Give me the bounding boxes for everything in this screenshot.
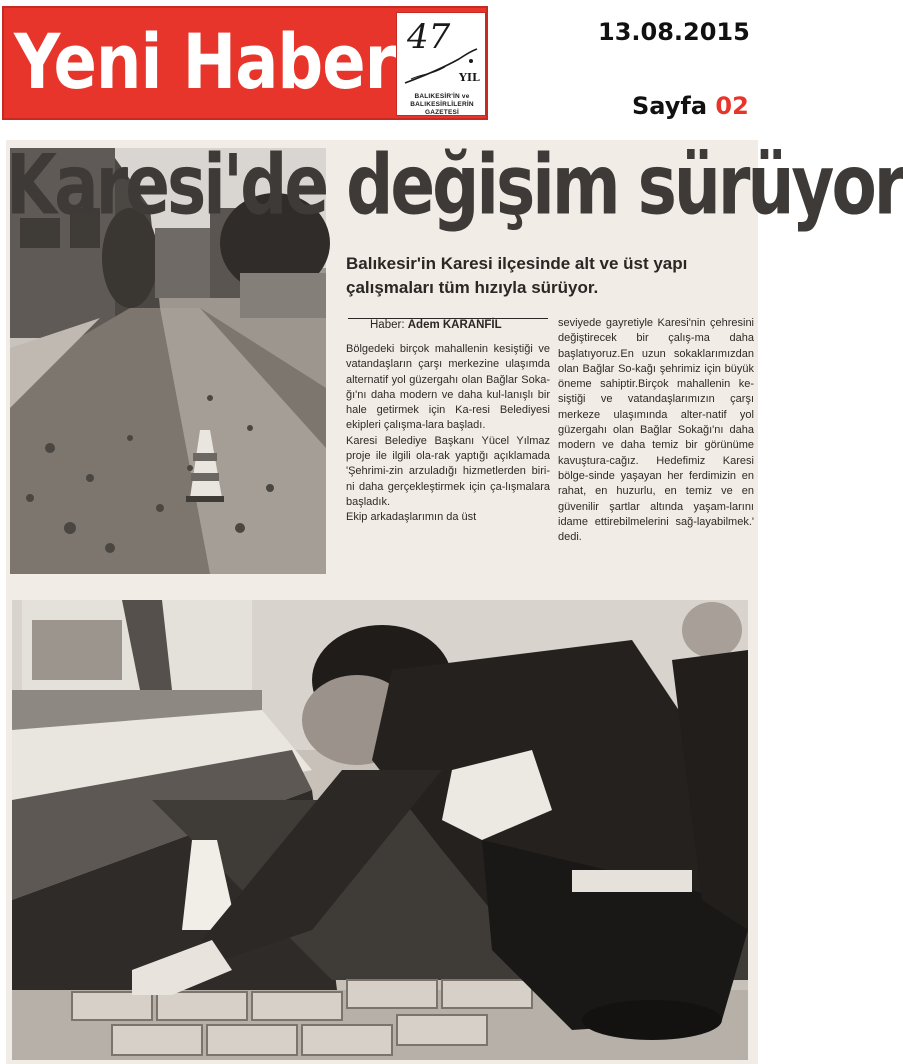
article-column-1: Bölgedeki birçok mahallenin kesiştiği ve vatandaşların çarşı merkezine ulaşımda alternatif yol güzergahı olan Bağlar Soka-ğı'nı daha modern ve daha kul-lanışlı bir hale getirmek için Ka-resi Belediyesi ekipleri çalışma-lara başladı. Karesi Belediye Başkanı Yücel Yılmaz proje ile ilgili ola-rak yaptığı açıklamada 'Şehrimi-zin arzuladığı hizmetlerden biri-ni daha gerçekleştirmek için ça-lışmalara başladık. Ekip arkadaşlarımın da üst <box>346 343 550 524</box>
article-byline <box>370 319 502 331</box>
article-column-2: seviyede gayretiyle Karesi'nin çehresini değiştirecek bir çalış-ma daha başlatıyoruz.En uzun sokaklarımızdan olan Bağlar So-kağı şehrimiz için büyük öneme sahiptir.Birçok mahallenin ke-siştiği ve vatandaşlarımızın çarşı merkeze ulaşımında alter-natif yol güzergahı olan Bağlar Sokağı'nı daha modern ve daha temiz bir görünüme kavuştura-cağız. Hedefimiz Karesi bölge-sinde yaşayan her ferdimizin en rahat, en huzurlu, en temiz ve en güvenilir şartlar altında yaşam-larını idame ettirebilmelerini sağ-layabilmek.' dedi. <box>558 317 754 544</box>
article-deck: Balıkesir'in Karesi ilçesinde alt ve üst yapı çalışmaları tüm hızıyla sürüyor. <box>346 254 688 297</box>
page-label: Sayfa <box>632 92 708 120</box>
byline-prefix: Haber: <box>370 319 405 331</box>
page-number-value: 02 <box>715 92 749 120</box>
page-number <box>632 92 749 120</box>
badge-yil: YIL <box>459 71 480 84</box>
badge-tagline: BALIKESİR'İN ve BALIKESİRLİLERİN GAZETESİ <box>410 93 474 116</box>
issue-date: 13.08.2015 <box>598 18 750 46</box>
worker-paving-photo <box>12 600 748 1060</box>
masthead <box>2 6 488 120</box>
badge-years: 47 <box>407 17 451 57</box>
article-headline: Karesi'de değişim sürüyor <box>6 137 903 234</box>
byline-author: Adem KARANFİL <box>407 319 502 331</box>
masthead-title: Yeni Haber <box>14 19 396 107</box>
anniversary-badge <box>396 12 486 116</box>
